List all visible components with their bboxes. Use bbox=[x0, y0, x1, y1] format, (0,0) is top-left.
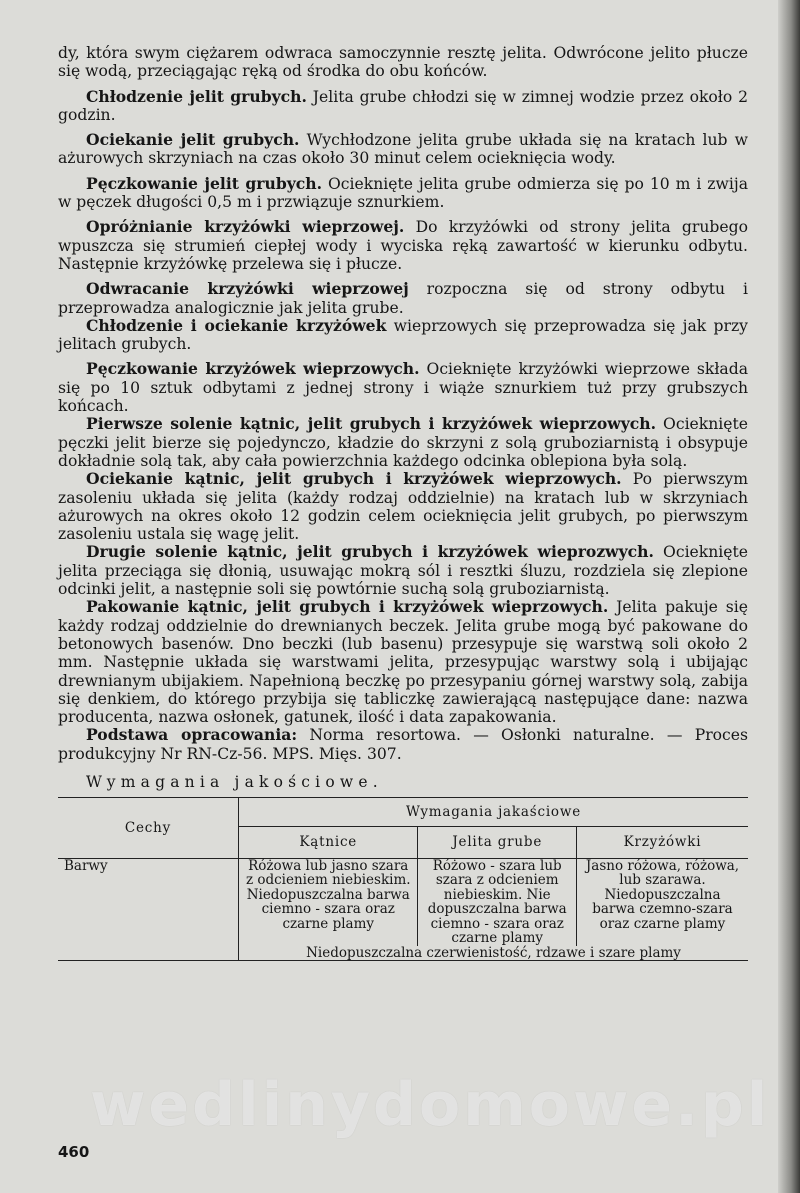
paragraph-drugie-solenie bbox=[58, 543, 748, 598]
paragraph-heading: Chłodzenie jelit grubych. bbox=[86, 86, 307, 106]
paragraph-body: Ocieknięte pęczki jelit bierze się pojedynczo, kładzie do skrzyni z solą gruboziarnistą i obsypuje dokładnie solą tak, aby cała powierzchnia każdego odcinka oblepiona była solą. bbox=[58, 415, 748, 470]
paragraph-heading: Pakowanie kątnic, jelit grubych i krzyżówek wieprzowych. bbox=[86, 597, 609, 617]
cell-katnice: Różowa lub jasno szara z odcieniem niebieskim. Niedopuszczalna barwa ciemno - szara oraz czarne plamy bbox=[239, 858, 418, 946]
paragraph-heading: Ociekanie jelit grubych. bbox=[86, 130, 300, 150]
table-header-row bbox=[58, 797, 748, 826]
paragraph-body: Norma resortowa. — Osłonki naturalne. — Proces produkcyjny Nr RN-Cz-56. MPS. Mięs. 307. bbox=[58, 726, 748, 763]
table-row bbox=[58, 858, 748, 946]
paragraph-body: Jelita pakuje się każdy rodzaj oddzielnie do drewnianych beczek. Jelita grube mogą być pakowane do betonowych basenów. Dno beczki (lub basenu) przesypuje się warstwą soli około 2 mm. Następnie układa się warstwami jelita, przesypując warstwy solą i ubijając drewnianym ubijakiem. Napełnioną beczkę po przesypaniu górnej warstwy solą, zabija się denkiem, do którego przybija się tabliczkę zawierającą następujące dane: nazwa producenta, nazwa osłonek, gatunek, ilość i data zapakowania. bbox=[58, 598, 748, 727]
row-label-barwy: Barwy bbox=[64, 857, 108, 874]
section-title: Wymagania jakościowe. bbox=[86, 772, 383, 791]
note-spacer bbox=[58, 946, 239, 961]
cell-jelita-grube: Różowo - szara lub szara z odcieniem niebieskim. Nie dopuszczalna barwa ciemno - szara oraz czarne plamy bbox=[418, 858, 576, 946]
paragraph-pakowanie bbox=[58, 598, 748, 726]
column-header-krzyzowki: Krzyżówki bbox=[576, 827, 748, 859]
group-header: Wymagania jakaściowe bbox=[239, 797, 749, 826]
paragraph-heading: Odwracanie krzyżówki wieprzowej bbox=[86, 279, 409, 299]
paragraph-ociekanie-katnic bbox=[58, 470, 748, 543]
column-header-jelita-grube: Jelita grube bbox=[418, 827, 576, 859]
paragraph-heading: Pęczkowanie jelit grubych. bbox=[86, 173, 323, 193]
paragraph-ociekanie-jelit bbox=[58, 131, 748, 168]
paragraph-body: Po pierwszym zasoleniu układa się jelita (każdy rodzaj oddzielnie) na kratach lub w skrzyniach ażurowych na okres około 12 godzin celem ocieknięcia jelit grubych, po pierwszym zasoleniu ustala się wagę jelit. bbox=[58, 470, 749, 544]
page-content bbox=[58, 44, 748, 961]
paragraph-body: Ocieknięte krzyżówki wieprzowe składa się po 10 sztuk odbytami z jednej strony i wiąże sznurkiem tuż przy grubszych końcach. bbox=[58, 360, 748, 416]
paragraph-heading: Pierwsze solenie kątnic, jelit grubych i krzyżówek wieprzowych. bbox=[86, 414, 657, 434]
cell-krzyzowki: Jasno różowa, różowa, lub szarawa. Niedopuszczalna barwa czemno-szara oraz czarne plamy bbox=[576, 858, 748, 946]
page-number: 460 bbox=[58, 1143, 90, 1161]
paragraph-body: Do krzyżówki od strony jelita grubego wpuszcza się strumień ciepłej wody i wyciska ręką zawartość w kierunku odbytu. Następnie krzyżówkę przelewa się i płucze. bbox=[58, 218, 748, 273]
paragraph-body: Ocieknięte jelita grube odmierza się po 10 m i zwija w pęczek długości 0,5 m i przwiązuje sznurkiem. bbox=[58, 174, 748, 212]
paragraph-heading: Ociekanie kątnic, jelit grubych i krzyżówek wieprzowych. bbox=[86, 469, 622, 489]
paragraph-body: Wychłodzone jelita grube układa się na kratach lub w ażurowych skrzyniach na czas około 30 minut celem ocieknięcia wody. bbox=[58, 131, 749, 168]
column-header-katnice: Kątnice bbox=[239, 827, 418, 859]
paragraph-oproznianie-krzyzowki bbox=[58, 218, 748, 273]
paragraph-odwracanie-krzyzowki bbox=[58, 280, 748, 317]
paragraph-podstawa-opracowania bbox=[58, 726, 748, 763]
paragraph-continuation: dy, która swym ciężarem odwraca samoczynnie resztę jelita. Odwrócone jelito płucze się wodą, przeciągając ręką od środka do obu końców. bbox=[58, 44, 748, 81]
quality-requirements-table bbox=[58, 797, 748, 962]
paragraph-chlodzenie-jelit bbox=[58, 88, 748, 125]
paragraph-body: rozpoczna się od strony odbytu i przeprowadza analogicznie jak jelita grube. bbox=[58, 280, 748, 317]
paragraph-peczkowanie-krzyzowek bbox=[58, 360, 748, 415]
paragraph-chlodzenie-krzyzowek bbox=[58, 317, 748, 354]
table-note: Niedopuszczalna czerwienistość, rdzawe i szare plamy bbox=[239, 946, 749, 961]
paragraph-body: Jelita grube chłodzi się w zimnej wodzie przez około 2 godzin. bbox=[58, 87, 748, 124]
book-spine-shadow bbox=[778, 0, 800, 1193]
paragraph-heading: Drugie solenie kątnic, jelit grubych i krzyżówek wieprozwych. bbox=[86, 542, 654, 562]
paragraph-heading: Pęczkowanie krzyżówek wieprzowych. bbox=[86, 359, 420, 379]
paragraph-pierwsze-solenie bbox=[58, 415, 748, 470]
paragraph-heading: Opróżnianie krzyżówki wieprzowej. bbox=[86, 217, 405, 237]
paragraph-body: Ocieknięte jelita przeciąga się dłonią, usuwając mokrą sól i resztki śluzu, rozdziela się zlepione odcinki jelit, a następnie soli się powtórnie suchą solą gruboziarnistą. bbox=[58, 543, 748, 599]
paragraph-body: wieprzowych się przeprowadza się jak przy jelitach grubych. bbox=[58, 316, 748, 354]
paragraph-heading: Chłodzenie i ociekanie krzyżówek bbox=[86, 315, 387, 335]
column-header-cechy: Cechy bbox=[58, 797, 239, 858]
table-note-row bbox=[58, 946, 748, 961]
paragraph-peczkowanie-jelit bbox=[58, 175, 748, 212]
paragraph-heading: Podstawa opracowania: bbox=[86, 725, 298, 745]
watermark: wedlinydomowe.pl bbox=[90, 1070, 771, 1140]
